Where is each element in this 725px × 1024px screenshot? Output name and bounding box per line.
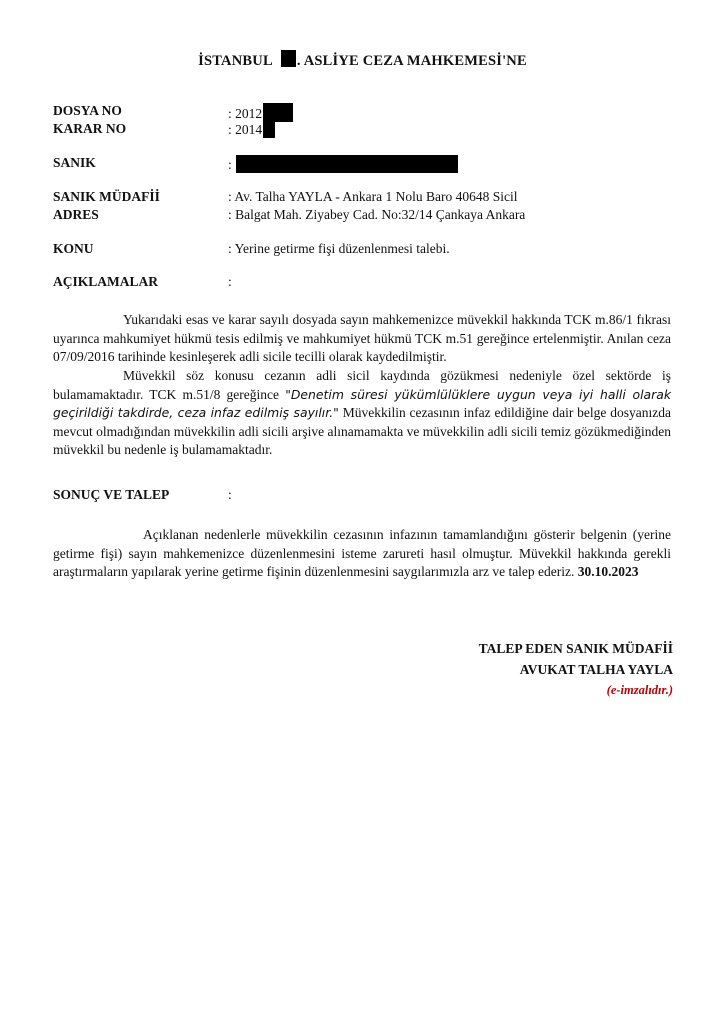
sonuc-colon: : [228, 487, 232, 502]
sonuc-label: SONUÇ VE TALEP [53, 487, 170, 502]
court-title-start: İSTANBUL [198, 53, 273, 69]
redaction-box [263, 121, 275, 138]
paragraph-3 [53, 526, 671, 582]
aciklamalar-label: AÇIKLAMALAR [53, 274, 159, 289]
court-title-end: . ASLİYE CEZA MAHKEMESİ'NE [296, 53, 527, 69]
konu-value: : Yerine getirme fişi düzenlenmesi talebi. [228, 241, 450, 256]
e-signature-note: (e-imzalıdır.) [606, 683, 673, 697]
redaction-box [236, 155, 458, 173]
aciklamalar-colon: : [228, 274, 232, 289]
adres-label: ADRES [53, 207, 99, 222]
court-title [0, 50, 725, 70]
karar-no-text: : 2014 [228, 122, 263, 137]
sanik-label: SANIK [53, 155, 96, 170]
mudafi-value: : Av. Talha YAYLA - Ankara 1 Nolu Baro 40648 Sicil [228, 189, 518, 204]
request-date: 30.10.2023 [577, 564, 639, 580]
redaction-box [281, 50, 296, 67]
paragraph-3-text: Açıklanan nedenlerle müvekkilin cezasının infazının tamamlandığını gösterir belgenin (yerine getirme fişi) sayın mahkemenizce düzenlenmesini isteme zarureti hasıl olmuştur. Müvekkil hakkında gerekli araştırmaların yapılarak yerine getirme fişinin düzenlenmesini saygılarımızla arz ve talep ederiz. [53, 527, 671, 580]
sanik-value [228, 155, 458, 173]
paragraph-2 [53, 367, 671, 460]
signature-title: TALEP EDEN SANIK MÜDAFİİ [478, 641, 673, 656]
redaction-box [263, 103, 293, 122]
paragraph-1: Yukarıdaki esas ve karar sayılı dosyada sayın mahkemenizce müvekkil hakkında TCK m.86/1 fıkrası uyarınca mahkumiyet hükmü tesis edilmiş ve mahkumiyet hükmü TCK m.51 gereğince ertelenmiştir. Anılan ceza 07/09/2016 tarihinde kesinleşerek adli sicile tecilli olarak kaydedilmiştir. [53, 312, 671, 365]
paragraph-2-start: Müvekkil söz konusu cezanın adli sicil kaydında gözükmesi nedeniyle özel sektörde iş bulamamaktadır. TCK m.51/8 gereğince [53, 368, 671, 402]
paragraph-2-quote: "Denetim süresi yükümlülüklere uygun veya iyi halli olarak geçirildiği takdirde, ceza infaz edilmiş sayılır." [53, 386, 671, 421]
paragraph-2-end: Müvekkilin cezasının infaz edildiğine dair belge dosyanızda mevcut olmadığından müvekkilin adli sicili arşive alınamamakta ve müvekkilin adli sicili temiz gözükmediğinden müvekkil bu nedenle iş bulamamaktadır. [53, 405, 671, 458]
dosya-no-value [228, 103, 293, 122]
dosya-no-label: DOSYA NO [53, 103, 122, 118]
adres-value: : Balgat Mah. Ziyabey Cad. No:32/14 Çankaya Ankara [228, 207, 526, 222]
mudafi-label: SANIK MÜDAFİİ [53, 189, 160, 204]
karar-no-value [228, 121, 275, 138]
karar-no-label: KARAR NO [53, 121, 127, 136]
dosya-no-text: : 2012 [228, 106, 263, 121]
konu-label: KONU [53, 241, 94, 256]
signature-name: AVUKAT TALHA YAYLA [519, 662, 673, 677]
sanik-colon: : [228, 157, 232, 172]
